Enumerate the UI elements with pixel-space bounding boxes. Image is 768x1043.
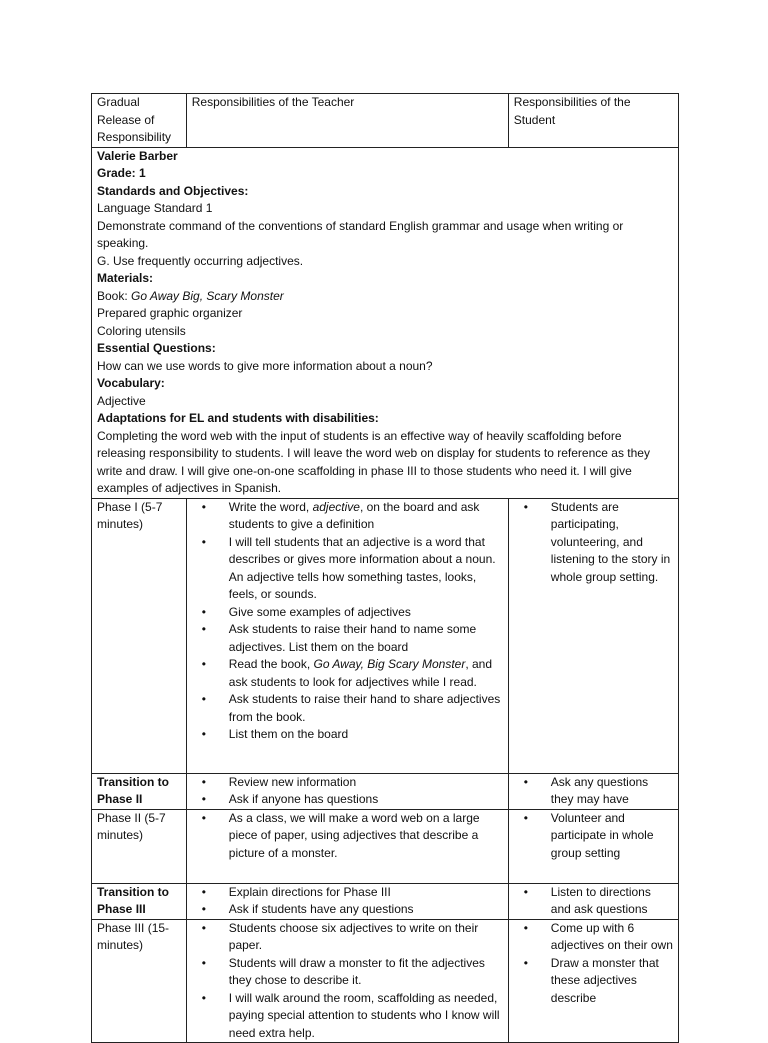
standard: Language Standard 1 — [97, 201, 213, 215]
teacher-name: Valerie Barber — [97, 148, 178, 163]
materials-heading: Materials: — [97, 271, 154, 285]
book-title: Go Away Big, Scary Monster — [131, 288, 284, 303]
list-item: • Draw a monster that these adjectives describe — [524, 955, 673, 1008]
essential-questions-heading: Essential Questions: — [97, 341, 216, 355]
list-item: • Review new information — [202, 774, 503, 792]
lesson-plan-table — [91, 93, 679, 1043]
vocabulary-word: Adjective — [97, 393, 146, 408]
list-item: • Give some examples of adjectives — [202, 604, 503, 622]
transition2-student — [508, 773, 678, 809]
overview-cell — [92, 147, 679, 498]
header-teacher-responsibilities: Responsibilities of the Teacher — [186, 94, 508, 148]
standard-description: Demonstrate command of the conventions of standard English grammar and usage when writing or speaking. — [97, 218, 624, 250]
grade: Grade: 1 — [97, 166, 146, 180]
transition2-teacher-list — [192, 774, 503, 809]
list-item: • Students choose six adjectives to write on their paper. — [202, 920, 503, 955]
header-gradual-release: Gradual Release of Responsibility — [92, 94, 187, 148]
adaptations-heading: Adaptations for EL and students with disabilities: — [97, 411, 379, 425]
transition3-student-list — [514, 884, 673, 919]
list-item: • Explain directions for Phase III — [202, 884, 503, 902]
list-item: • Come up with 6 adjectives on their own — [524, 920, 673, 955]
phase2-teacher-list — [192, 810, 503, 863]
list-item: • Ask students to raise their hand to name some adjectives. List them on the board — [202, 621, 503, 656]
list-item: • Read the book, Go Away, Big Scary Monster, and ask students to look for adjectives while I read. — [202, 656, 503, 691]
list-item: • Ask students to raise their hand to share adjectives from the book. — [202, 691, 503, 726]
phase1-label: Phase I (5-7 minutes) — [92, 498, 187, 773]
phase2-label: Phase II (5-7 minutes) — [92, 809, 187, 883]
transition3-label: Transition to Phase III — [92, 883, 187, 919]
phase1-student-list — [514, 499, 673, 587]
list-item: • Listen to directions and ask questions — [524, 884, 673, 919]
overview-row — [92, 147, 679, 498]
phase1-student — [508, 498, 678, 773]
phase2-student-list — [514, 810, 673, 863]
transition3-row — [92, 883, 679, 919]
material-graphic-organizer: Prepared graphic organizer — [97, 306, 243, 320]
phase1-teacher — [186, 498, 508, 773]
book-label: Book: — [97, 288, 128, 303]
header-student-responsibilities: Responsibilities of the Student — [508, 94, 678, 148]
essential-question: How can we use words to give more information about a noun? — [97, 358, 433, 373]
phase2-student — [508, 809, 678, 883]
vocabulary-heading: Vocabulary: — [97, 376, 165, 390]
transition2-label: Transition to Phase II — [92, 773, 187, 809]
adaptations-text: Completing the word web with the input of students is an effective way of heavily scaffolding before releasing responsibility to students. I will leave the word web on display for students to reference as they write and draw. I will give one-on-one scaffolding in phase III to those students who need it. I will give examples of adjectives in Spanish. — [97, 428, 650, 495]
list-item: • As a class, we will make a word web on a large piece of paper, using adjectives that describe a picture of a monster. — [202, 810, 503, 863]
list-item: • Ask any questions they may have — [524, 774, 673, 809]
transition2-teacher — [186, 773, 508, 809]
list-item: • List them on the board — [202, 726, 503, 744]
list-item: • I will walk around the room, scaffolding as needed, paying special attention to students who I know will need extra help. — [202, 990, 503, 1043]
standards-heading: Standards and Objectives: — [97, 183, 249, 198]
objective: G. Use frequently occurring adjectives. — [97, 253, 304, 268]
list-item: • Ask if students have any questions — [202, 901, 503, 919]
list-item: • Write the word, adjective, on the board and ask students to give a definition — [202, 499, 503, 534]
phase3-student-list — [514, 920, 673, 1008]
list-item: • I will tell students that an adjective is a word that describes or gives more information about a noun. An adjective tells how something tastes, looks, feels, or sounds. — [202, 534, 503, 604]
transition3-teacher-list — [192, 884, 503, 919]
phase3-label: Phase III (15-minutes) — [92, 919, 187, 1043]
material-book — [97, 288, 673, 306]
transition3-student — [508, 883, 678, 919]
list-item: • Ask if anyone has questions — [202, 791, 503, 809]
list-item: • Students will draw a monster to fit the adjectives they chose to describe it. — [202, 955, 503, 990]
transition2-row — [92, 773, 679, 809]
transition2-student-list — [514, 774, 673, 809]
transition3-teacher — [186, 883, 508, 919]
material-coloring-utensils: Coloring utensils — [97, 323, 186, 338]
phase2-row — [92, 809, 679, 883]
phase1-teacher-list — [192, 499, 503, 744]
phase2-teacher — [186, 809, 508, 883]
phase1-row — [92, 498, 679, 773]
list-item: • Students are participating, volunteering, and listening to the story in whole group setting. — [524, 499, 673, 587]
header-row — [92, 94, 679, 148]
list-item: • Volunteer and participate in whole group setting — [524, 810, 673, 863]
